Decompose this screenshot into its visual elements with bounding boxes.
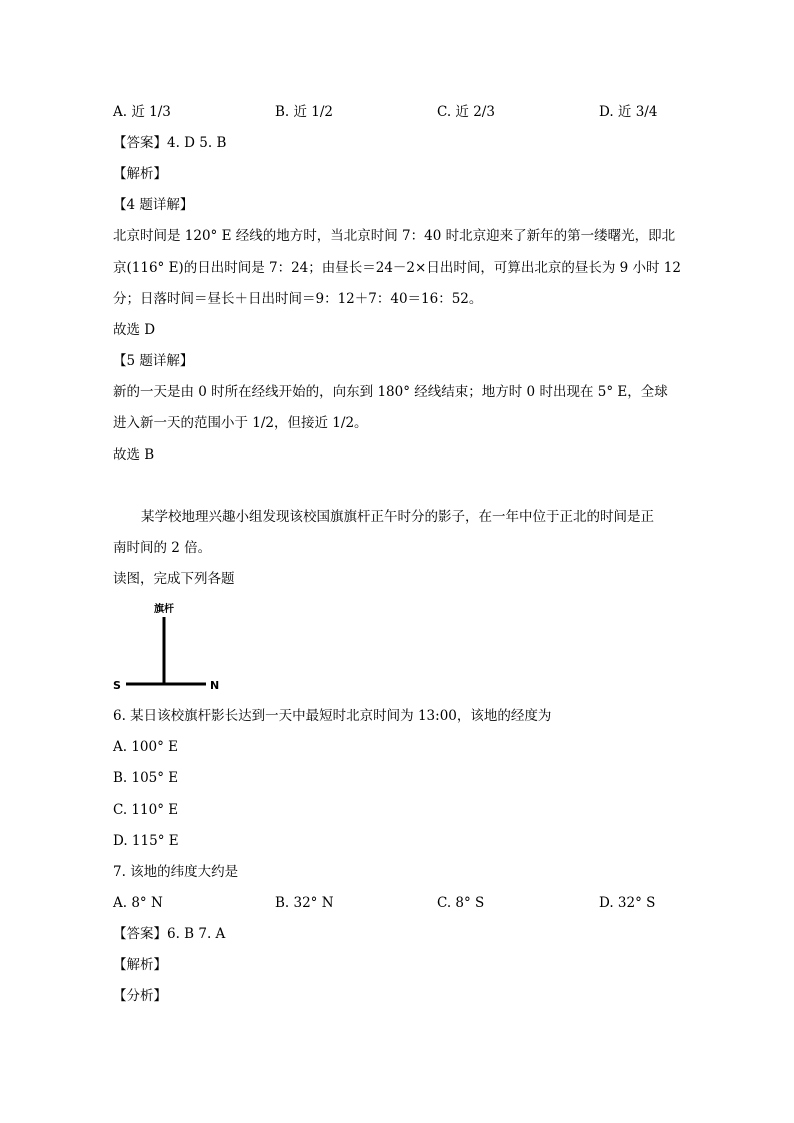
q6-option-a: A. 100° E: [113, 739, 178, 755]
option-a: A. 近 1/3: [113, 104, 171, 120]
q4-text-line: 北京时间是 120° E 经线的地方时，当北京时间 7：40 时北京迎来了新年的第一缕曙光，即北: [113, 228, 676, 244]
answer-line-67: 【答案】6. B 7. A: [113, 926, 226, 942]
q6-option-c: C. 110° E: [113, 802, 179, 818]
q5-heading: 【5 题详解】: [113, 353, 194, 369]
q7-option-a: A. 8° N: [113, 895, 163, 911]
intro-text-line: 某学校地理兴趣小组发现该校国旗旗杆正午时分的影子，在一年中位于正北的时间是正: [141, 509, 654, 525]
q7-stem: 7. 该地的纬度大约是: [113, 864, 239, 880]
read-figure-instruction: 读图，完成下列各题: [113, 571, 235, 587]
option-d: D. 近 3/4: [599, 104, 658, 120]
answer-line-45: 【答案】4. D 5. B: [113, 135, 227, 151]
q4-conclusion: 故选 D: [113, 322, 156, 338]
north-label: N: [210, 679, 220, 692]
analysis-heading-45: 【解析】: [113, 166, 167, 182]
option-c: C. 近 2/3: [437, 104, 495, 120]
analysis-heading-67: 【解析】: [113, 957, 167, 973]
q6-stem: 6. 某日该校旗杆影长达到一天中最短时北京时间为 13:00，该地的经度为: [113, 708, 552, 724]
option-b: B. 近 1/2: [275, 104, 334, 120]
q5-conclusion: 故选 B: [113, 447, 155, 463]
q4-text-line: 京(116° E)的日出时间是 7：24；由昼长＝24－2×日出时间，可算出北京的昼长为 9 小时 12: [113, 260, 681, 276]
flagpole-figure: [110, 600, 230, 692]
q7-option-d: D. 32° S: [599, 895, 656, 911]
q6-option-b: B. 105° E: [113, 770, 179, 786]
q5-text-line: 新的一天是由 0 时所在经线开始的，向东到 180° 经线结束；地方时 0 时出现在 5° E，全球: [113, 384, 668, 400]
intro-text-line: 南时间的 2 倍。: [113, 540, 212, 556]
q7-option-b: B. 32° N: [275, 895, 334, 911]
q4-heading: 【4 题详解】: [113, 197, 194, 213]
pole-label: 旗杆: [154, 604, 174, 615]
south-label: S: [113, 679, 121, 692]
q5-text-line: 进入新一天的范围小于 1/2，但接近 1/2。: [113, 415, 368, 431]
q6-option-d: D. 115° E: [113, 833, 179, 849]
q4-text-line: 分；日落时间＝昼长＋日出时间＝9：12＋7：40＝16：52。: [113, 291, 483, 307]
q7-option-c: C. 8° S: [437, 895, 485, 911]
fenxi-heading: 【分析】: [113, 988, 167, 1004]
